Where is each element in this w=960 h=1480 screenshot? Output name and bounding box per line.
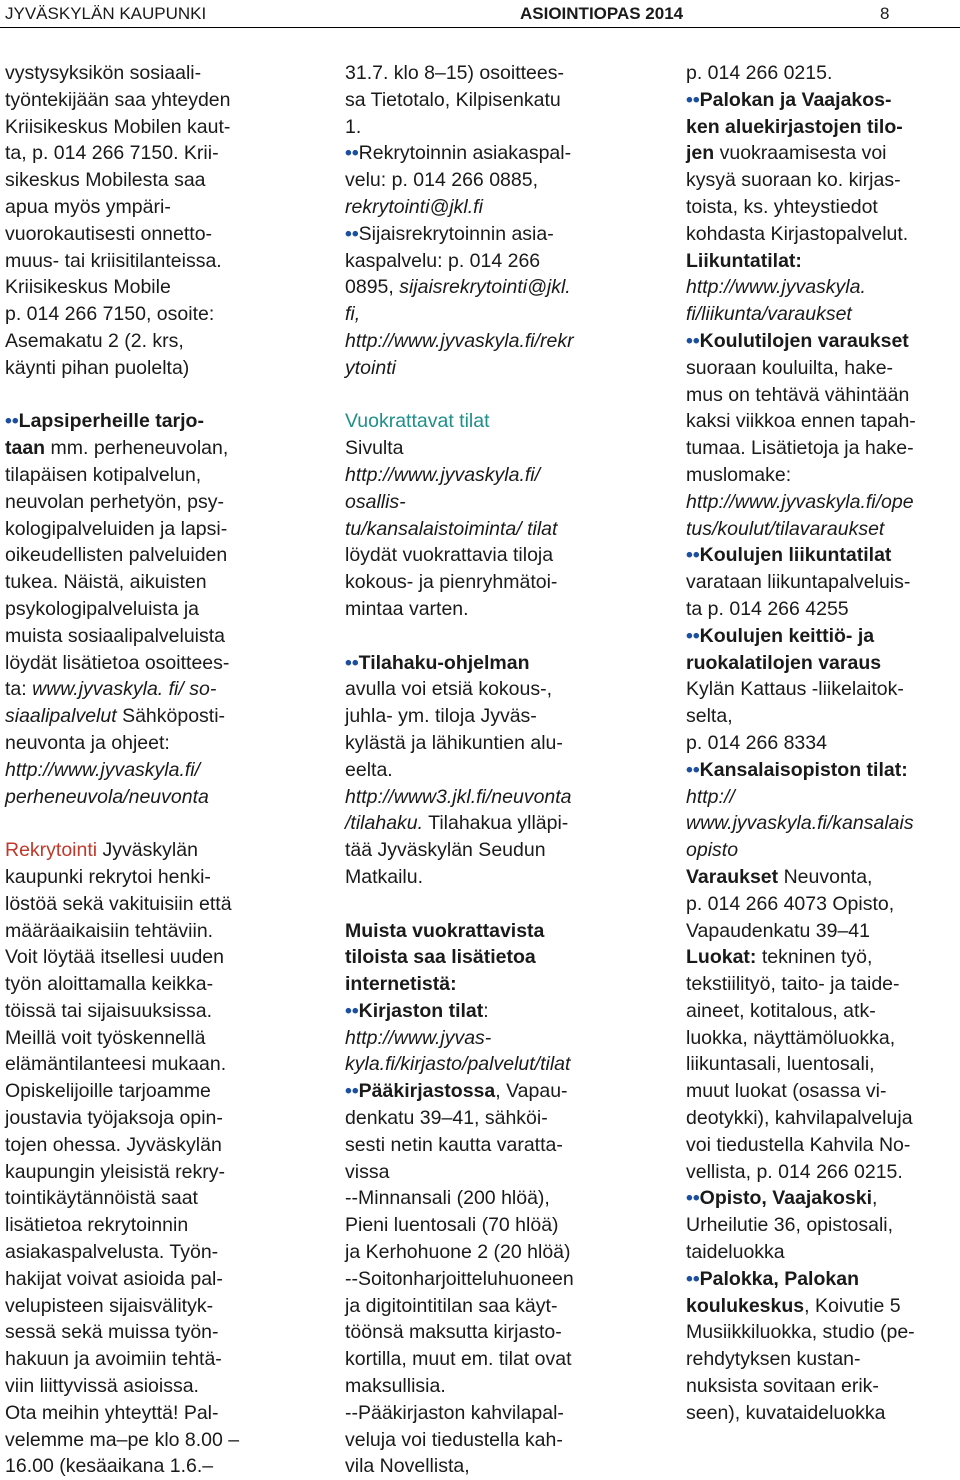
text-line: ja Kerhohuone 2 (20 hlöä) xyxy=(345,1241,571,1264)
text-line: vellista, p. 014 266 0215. xyxy=(686,1160,903,1183)
text-line: kortilla, muut em. tilat ovat xyxy=(345,1348,572,1371)
text-line: ta, p. 014 266 7150. Krii- xyxy=(5,142,219,165)
text-line: neuvolan perhetyön, psy- xyxy=(5,490,224,513)
text-line: --Soitonharjoitteluhuoneen xyxy=(345,1267,574,1290)
text-line: Kylän Kattaus -liikelaitok- xyxy=(686,678,904,701)
text-line: velupisteen sijaisvälityk- xyxy=(5,1294,214,1317)
text-line: kohdasta Kirjastopalvelut. xyxy=(686,222,909,245)
text-line: määräaikaisiin tehtäviin. xyxy=(5,919,214,942)
text-line: veluja voi tiedustella kah- xyxy=(345,1428,563,1451)
link-perheneuvola-cont[interactable]: perheneuvola/neuvonta xyxy=(5,785,209,808)
text-line: käynti pihan puolelta) xyxy=(5,356,190,379)
text-line: Voit löytää itsellesi uuden xyxy=(5,946,224,969)
text-line: löydät vuokrattavia tiloja xyxy=(345,544,554,567)
link-liikunta[interactable]: http://www.jyvaskyla. xyxy=(686,276,866,299)
email-sijaisrekrytointi[interactable]: sijaisrekrytointi@jkl. xyxy=(399,276,571,299)
text-line: Musiikkiluokka, studio (pe- xyxy=(686,1321,915,1344)
text-line: 1. xyxy=(345,115,362,138)
heading-families: ••Lapsiperheille tarjo- xyxy=(5,410,204,433)
heading-vuokrattavat: Vuokrattavat tilat xyxy=(345,410,490,433)
text-line: varataan liikuntapalveluis- xyxy=(686,571,911,594)
text-line: mus on tehtävä vähintään xyxy=(686,383,910,406)
text-line: Meillä voit työskennellä xyxy=(5,1026,206,1049)
header-title: ASIOINTIOPAS 2014 xyxy=(520,4,684,23)
text-line: hakijat voivat asioida pal- xyxy=(5,1267,223,1290)
link-kansalaisopisto[interactable]: http:// xyxy=(686,785,735,808)
text-line: vystysyksikön sosiaali- xyxy=(5,62,202,84)
text-line: nuksista sovitaan erik- xyxy=(686,1375,879,1398)
text-line: ja digitointitilan saa käyt- xyxy=(345,1294,558,1317)
heading-rekrytointi: Rekrytointi Jyväskylän xyxy=(5,839,198,862)
text-line: p. 014 266 8334 xyxy=(686,731,827,754)
text-line: löstöä sekä vakituisiin että xyxy=(5,892,232,915)
text-line: suoraan kouluilta, hake- xyxy=(686,356,894,379)
text-line: kaksi viikkoa ennen tapah- xyxy=(686,410,916,433)
text-line: töönsä maksutta kirjasto- xyxy=(345,1321,562,1344)
text-line: työntekijään saa yhteyden xyxy=(5,88,231,111)
text-line: psykologipalveluista ja xyxy=(5,597,200,620)
text-line: töissä tai sijaisuuksissa. xyxy=(5,999,212,1022)
text-line: apua myös ympäri- xyxy=(5,195,171,218)
text-line: 16.00 (kesäaikana 1.6.– xyxy=(5,1455,214,1478)
text-line: kokous- ja pienryhmätoi- xyxy=(345,571,558,594)
link-tilavaraukset[interactable]: http://www.jyvaskyla.fi/ope xyxy=(686,490,914,513)
text-line: taideluokka xyxy=(686,1241,785,1264)
page-number: 8 xyxy=(880,4,890,23)
text-line: Matkailu. xyxy=(345,865,424,888)
text-line: juhla- ym. tiloja Jyväs- xyxy=(345,705,537,728)
text-line: kysyä suoraan ko. kirjas- xyxy=(686,169,901,192)
text-line: vuorokautisesti onnetto- xyxy=(5,222,213,245)
text-line: 31.7. klo 8–15) osoittees- xyxy=(345,62,564,84)
text-line: hakuun ja avoimiin tehtä- xyxy=(5,1348,222,1371)
text-line: Pieni luentosali (70 hlöä) xyxy=(345,1214,559,1237)
text-line: muista sosiaalipalveluista xyxy=(5,624,226,647)
text-line: eelta. xyxy=(345,758,393,781)
text-line: Kriisikeskus Mobile xyxy=(5,276,171,299)
text-line: löydät lisätietoa osoittees- xyxy=(5,651,230,674)
text-line: denkatu 39–41, sähköi- xyxy=(345,1107,548,1130)
text-line: velemme ma–pe klo 8.00 – xyxy=(5,1428,240,1451)
text-line: kylästä ja lähikuntien alu- xyxy=(345,731,563,754)
rekrytointi-paragraph xyxy=(5,864,320,1480)
text-line: kaupunki rekrytoi henki- xyxy=(5,865,211,888)
header-rule xyxy=(0,27,960,28)
header-org: JYVÄSKYLÄN KAUPUNKI xyxy=(5,4,207,23)
families-paragraph xyxy=(5,462,320,676)
text-line: sesti netin kautta varatta- xyxy=(345,1133,563,1156)
text-line: lisätietoa rekrytoinnin xyxy=(5,1214,189,1237)
crisis-paragraph xyxy=(5,60,320,382)
text-line: muslomake: xyxy=(686,463,792,486)
text-line: tumaa. Lisätietoja ja hake- xyxy=(686,437,914,460)
column-3: p. 014 266 0215. ••Palokan ja Vaajakos- ken aluekirjastojen tilo- jen vuokraamisesta voi kysyä suoraan ko. kirjas- toista, ks. yhteystiedot kohdasta Kirjastopalvelut. Liikuntatilat: http://www.jyvaskyla. fi/liikunta/varaukset ••Koulutilojen varaukset suoraan kouluilta, hake- mus on tehtävä vähintään kaksi viikkoa ennen tapah- tumaa. Lisätietoja ja hake- muslomake: http://www.jyvaskyla.fi/ope tus/koulut/tilavaraukset ••Koulujen liikuntatilat varataan liikuntapalveluis- ta p. 014 266 4255 ••Koulujen keittiö- ja ruokalatilojen varaus Kylän Kattaus -liikelaitok- selta, p. 014 266 8334 ••Kansalaisopiston tilat: http:// www.jyvaskyla.fi/kansalais opisto Varaukset Neuvonta, p. 014 266 4073 Opisto, Vapaudenkatu 39–41 Luokat: tekninen työ, tekstiilityö, taito- ja taide- aineet, kotitalous, atk- luokka, näyttämöluokka, liikuntasali, luentosali, muut luokat (osassa vi- deotykki), kahvilapalveluja voi tiedustella Kahvila No- vellista, p. 014 266 0215. ••Opisto, Vaajakoski, Urheilutie 36, opistosali, taideluokka ••Palokka, Palokan koulukeskus, Koivutie 5 Musiikkiluokka, studio (pe- rehdytyksen kustan- nuksista sovitaan erik- seen), kuvataideluokka xyxy=(686,60,960,1427)
heading-liikuntatilat: Liikuntatilat: xyxy=(686,249,802,272)
text-line: Ota meihin yhteyttä! Pal- xyxy=(5,1401,219,1424)
address-continuation xyxy=(345,60,665,140)
text-line: sikeskus Mobilesta saa xyxy=(5,169,206,192)
text-line: p. 014 266 4073 Opisto, xyxy=(686,892,895,915)
text-line: liikuntasali, luentosali, xyxy=(686,1053,875,1076)
text-line: asiakaspalvelusta. Työn- xyxy=(5,1241,219,1264)
link-rekrytointi[interactable]: http://www.jyvaskyla.fi/rekr xyxy=(345,329,574,352)
page-header xyxy=(0,0,960,28)
text-line: joustavia työjaksoja opin- xyxy=(5,1107,223,1130)
link-perheneuvola[interactable]: http://www.jyvaskyla.fi/ xyxy=(5,758,201,781)
link-kirjasto[interactable]: http://www.jyvas- xyxy=(345,1026,492,1049)
text-line: tilapäisen kotipalvelun, xyxy=(5,463,202,486)
link-sosiaalipalvelut[interactable]: www.jyvaskyla. fi/ so- xyxy=(32,678,217,701)
text-line: muus- tai kriisitilanteissa. xyxy=(5,249,222,272)
text-line: mintaa varten. xyxy=(345,597,469,620)
text-line: selta, xyxy=(686,705,733,728)
text-line: p. 014 266 7150, osoite: xyxy=(5,303,215,326)
text-line: työn aloittamalla keikka- xyxy=(5,973,214,996)
text-line: tojen ohessa. Jyväskylän xyxy=(5,1133,222,1156)
text-line: deotykki), kahvilapalveluja xyxy=(686,1107,913,1130)
text-line: sa Tietotalo, Kilpisenkatu xyxy=(345,88,561,111)
email-rekrytointi[interactable]: rekrytointi@jkl.fi xyxy=(345,195,483,218)
text-line: --Minnansali (200 hlöä), xyxy=(345,1187,550,1210)
heading-muista: Muista vuokrattavista xyxy=(345,919,545,942)
text-line: viin liittyvissä asioissa. xyxy=(5,1375,199,1398)
link-tilahaku[interactable]: http://www3.jkl.fi/neuvonta xyxy=(345,785,572,808)
text-line: Asemakatu 2 (2. krs, xyxy=(5,329,184,352)
link-osallistu[interactable]: http://www.jyvaskyla.fi/ xyxy=(345,463,541,486)
text-line: Kriisikeskus Mobilen kaut- xyxy=(5,115,231,138)
text-line: seen), kuvataideluokka xyxy=(686,1401,886,1424)
text-line: kaupungin yleisistä rekry- xyxy=(5,1160,226,1183)
text-line: tekstiilityö, taito- ja taide- xyxy=(686,973,900,996)
text-line: toista, ks. yhteystiedot xyxy=(686,195,878,218)
heading-tilahaku: ••Tilahaku-ohjelman xyxy=(345,651,530,674)
text-line: sessä sekä muissa työn- xyxy=(5,1321,219,1344)
text-line: Urheilutie 36, opistosali, xyxy=(686,1214,894,1237)
text-line: elämäntilanteesi mukaan. xyxy=(5,1053,227,1076)
text-line: muut luokat (osassa vi- xyxy=(686,1080,887,1103)
text-line: voi tiedustella Kahvila No- xyxy=(686,1133,911,1156)
column-2: 31.7. klo 8–15) osoittees- sa Tietotalo, Kilpisenkatu 1. ••Rekrytoinnin asiakaspal- velu: p. 014 266 0885, rekrytointi@jkl.fi ••Sijaisrekrytoinnin asia- kaspalvelu: p. 014 266 0895, sijaisrekrytointi@jkl. fi, http://www.jyvaskyla.fi/rekr ytointi Vuokrattavat tilat Sivulta http://www.jyvaskyla.fi/ osallis- tu/kansalaistoiminta/ tilat löydät vuokrattavia tiloja kokous- ja pienryhmätoi- mintaa varten. ••Tilahaku-ohjelman avulla voi etsiä kokous-, juhla- ym. tiloja Jyväs- kylästä ja lähikuntien alu- eelta. http://www3.jkl.fi/neuvonta /tilahaku. Tilahakua ylläpi- tää Jyväskylän Seudun Matkailu. Muista vuokrattavista tiloista saa lisätietoa internetistä: ••Kirjaston tilat: http://www.jyvas- kyla.fi/kirjasto/palvelut/tilat ••Pääkirjastossa, Vapau- denkatu 39–41, sähköi- sesti netin kautta varatta- vissa --Minnansali (200 hlöä), Pieni luentosali (70 hlöä) ja Kerhohuone 2 (20 hlöä) --Soitonharjoitteluhuoneen ja digitointitilan saa käyt- töönsä maksutta kirjasto- kortilla, muut em. tilat ovat maksullisia. --Pääkirjaston kahvilapal- veluja voi tiedustella kah- vila Novellista, xyxy=(345,60,665,1480)
column-1: vystysyksikön sosiaali- työntekijään saa yhteyden Kriisikeskus Mobilen kaut- ta, p. 014 266 7150. Krii- sikeskus Mobilesta saa apua myös ympäri- vuorokautisesti onnetto- muus- tai kriisitilanteissa. Kriisikeskus Mobile p. 014 266 7150, osoite: Asemakatu 2 (2. krs, käynti pihan puolelta) ••Lapsiperheille tarjo- taan mm. perheneuvolan, tilapäisen kotipalvelun, neuvolan perhetyön, psy- kologipalveluiden ja lapsi- oikeudellisten palveluiden tukea. Näistä, aikuisten psykologipalveluista ja muista sosiaalipalveluista löydät lisätietoa osoittees- ta: www.jyvaskyla. fi/ so- siaalipalvelut Sähköposti- neuvonta ja ohjeet: http://www.jyvaskyla.fi/ perheneuvola/neuvonta Rekrytointi Jyväskylän kaupunki rekrytoi henki- löstöä sekä vakituisiin että määräaikaisiin tehtäviin. Voit löytää itsellesi uuden työn aloittamalla keikka- töissä tai sijaisuuksissa. Meillä voit työskennellä elämäntilanteesi mukaan. Opiskelijoille tarjoamme joustavia työjaksoja opin- tojen ohessa. Jyväskylän kaupungin yleisistä rekry- tointikäytännöistä saat lisätietoa rekrytoinnin asiakaspalvelusta. Työn- hakijat voivat asioida pal- velupisteen sijaisvälityk- sessä sekä muissa työn- hakuun ja avoimiin tehtä- viin liittyvissä asioissa. Ota meihin yhteyttä! Pal- velemme ma–pe klo 8.00 – 16.00 (kesäaikana 1.6.– xyxy=(5,60,320,1480)
text-line: aineet, kotitalous, atk- xyxy=(686,999,876,1022)
text-line: tää Jyväskylän Seudun xyxy=(345,839,546,862)
text-line: kologipalveluiden ja lapsi- xyxy=(5,517,228,540)
text-line: vissa xyxy=(345,1160,390,1183)
text-line: maksullisia. xyxy=(345,1375,446,1398)
text-line: --Pääkirjaston kahvilapal- xyxy=(345,1401,564,1424)
text-line: Vapaudenkatu 39–41 xyxy=(686,919,870,942)
text-line: avulla voi etsiä kokous-, xyxy=(345,678,553,701)
text-line: oikeudellisten palveluiden xyxy=(5,544,228,567)
text-line: vila Novellista, xyxy=(345,1455,470,1478)
text-line: tukea. Näistä, aikuisten xyxy=(5,571,207,594)
link-sosiaalipalvelut-cont[interactable]: siaalipalvelut xyxy=(5,705,117,728)
text-line: Opiskelijoille tarjoamme xyxy=(5,1080,211,1103)
text-line: ta p. 014 266 4255 xyxy=(686,597,849,620)
text-line: rehdytyksen kustan- xyxy=(686,1348,861,1371)
text-line: tointikäytännöistä saat xyxy=(5,1187,198,1210)
text-line: luokka, näyttämöluokka, xyxy=(686,1026,896,1049)
